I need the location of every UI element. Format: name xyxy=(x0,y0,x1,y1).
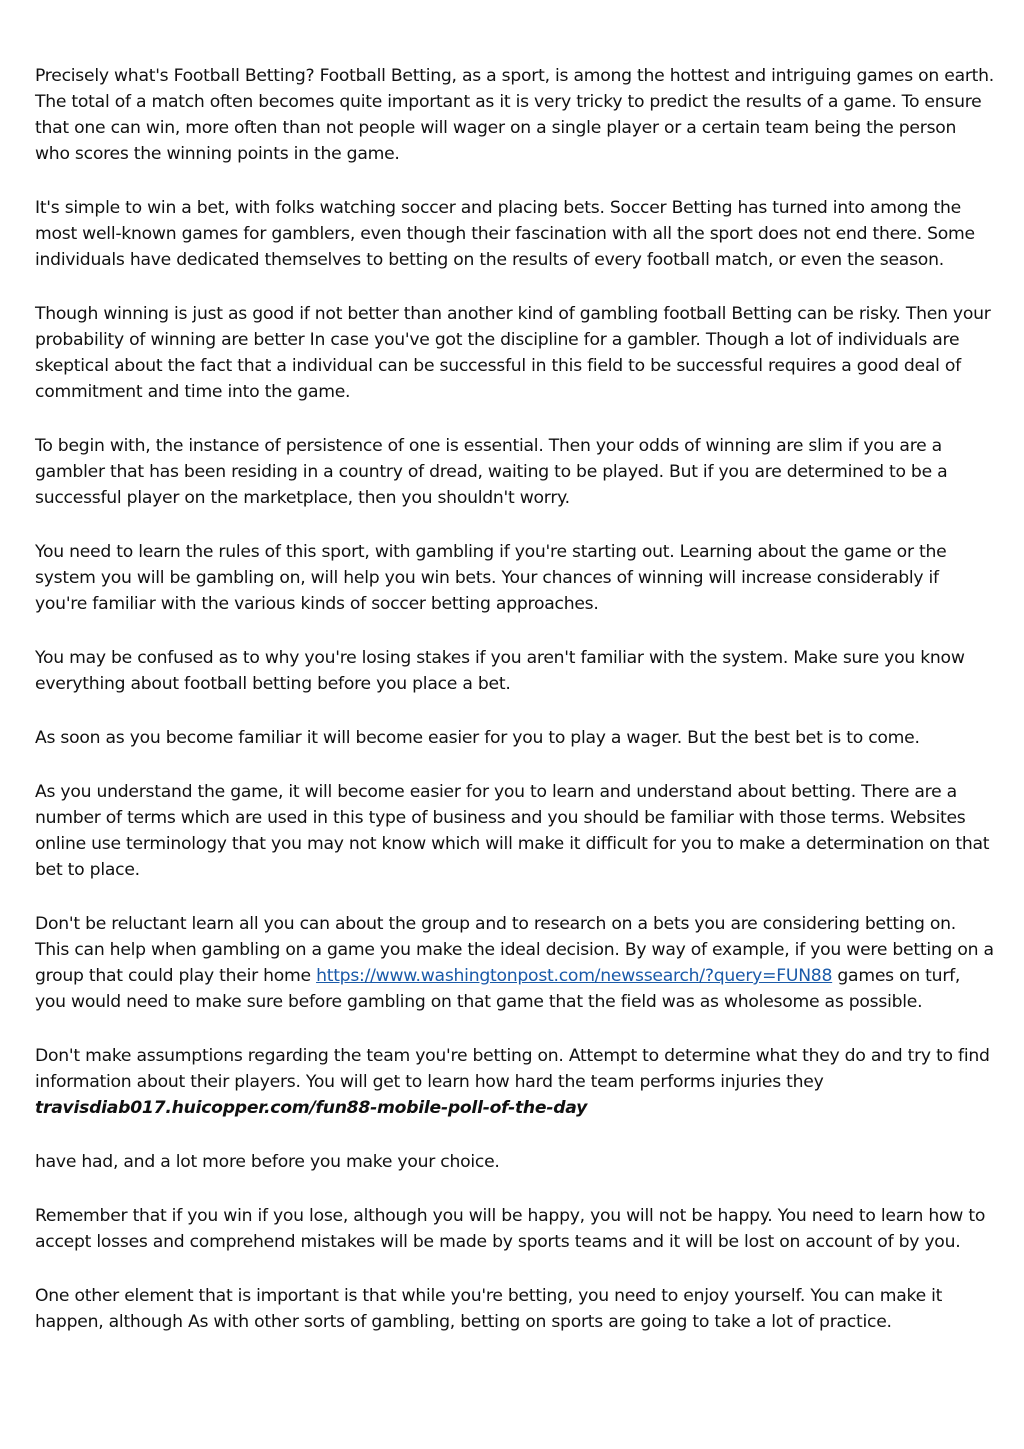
paragraph-10-text: Don't make assumptions regarding the team you're betting on. Attempt to determine what they do and try to find information about their players. You will get to learn how hard the team performs injuries they xyxy=(35,1046,990,1092)
paragraph-6: You may be confused as to why you're losing stakes if you aren't familiar with the system. Make sure you know everything about football betting before you place a bet. xyxy=(35,648,965,694)
paragraph-3: Though winning is just as good if not better than another kind of gambling football Betting can be risky. Then your probability of winning are better In case you've got the discipline for a gambler. Though a lot of individuals are skeptical about the fact that a individual can be successful in this field to be successful requires a good deal of commitment and time into the game. xyxy=(35,304,991,402)
paragraph-10 xyxy=(35,1043,995,1121)
paragraph-9-text-before: Don't be reluctant learn all you can about the group and to research on a bets you are considering betting on. This can help when gambling on a game you make the ideal decision. By way of example, if you were betting on a group that could play their home xyxy=(35,914,994,986)
paragraph-7: As soon as you become familiar it will become easier for you to play a wager. But the best bet is to come. xyxy=(35,728,920,748)
washingtonpost-link[interactable]: https://www.washingtonpost.com/newssearch/?query=FUN88 xyxy=(316,966,833,986)
travisdiab-link[interactable]: travisdiab017.huicopper.com/fun88-mobile-poll-of-the-day xyxy=(35,1098,588,1118)
paragraph-2: It's simple to win a bet, with folks watching soccer and placing bets. Soccer Betting has turned into among the most well-known games for gamblers, even though their fascination with all the sport does not end there. Some individuals have dedicated themselves to betting on the results of every football match, or even the season. xyxy=(35,198,975,270)
paragraph-4: To begin with, the instance of persistence of one is essential. Then your odds of winning are slim if you are a gambler that has been residing in a country of dread, waiting to be played. But if you are determined to be a successful player on the marketplace, then you shouldn't worry. xyxy=(35,436,948,508)
paragraph-8: As you understand the game, it will become easier for you to learn and understand about betting. There are a number of terms which are used in this type of business and you should be familiar with those terms. Websites online use terminology that you may not know which will make it difficult for you to make a determination on that bet to place. xyxy=(35,782,990,880)
paragraph-9 xyxy=(35,911,995,1015)
paragraph-11: have had, and a lot more before you make your choice. xyxy=(35,1152,500,1172)
paragraph-1: Precisely what's Football Betting? Football Betting, as a sport, is among the hottest and intriguing games on earth. The total of a match often becomes quite important as it is very tricky to predict the results of a game. To ensure that one can win, more often than not people will wager on a single player or a certain team being the person who scores the winning points in the game. xyxy=(35,66,995,164)
paragraph-5: You need to learn the rules of this sport, with gambling if you're starting out. Learning about the game or the system you will be gambling on, will help you win bets. Your chances of winning will increase considerably if you're familiar with the various kinds of soccer betting approaches. xyxy=(35,542,947,614)
paragraph-9-text-after: games on turf, you would need to make sure before gambling on that game that the field was as wholesome as possible. xyxy=(35,966,961,1012)
paragraph-13: One other element that is important is that while you're betting, you need to enjoy yourself. You can make it happen, although As with other sorts of gambling, betting on sports are going to take a lot of practice. xyxy=(35,1286,943,1332)
paragraph-12: Remember that if you win if you lose, although you will be happy, you will not be happy. You need to learn how to accept losses and comprehend mistakes will be made by sports teams and it will be lost on account of by you. xyxy=(35,1206,986,1252)
document-body xyxy=(35,63,995,1363)
